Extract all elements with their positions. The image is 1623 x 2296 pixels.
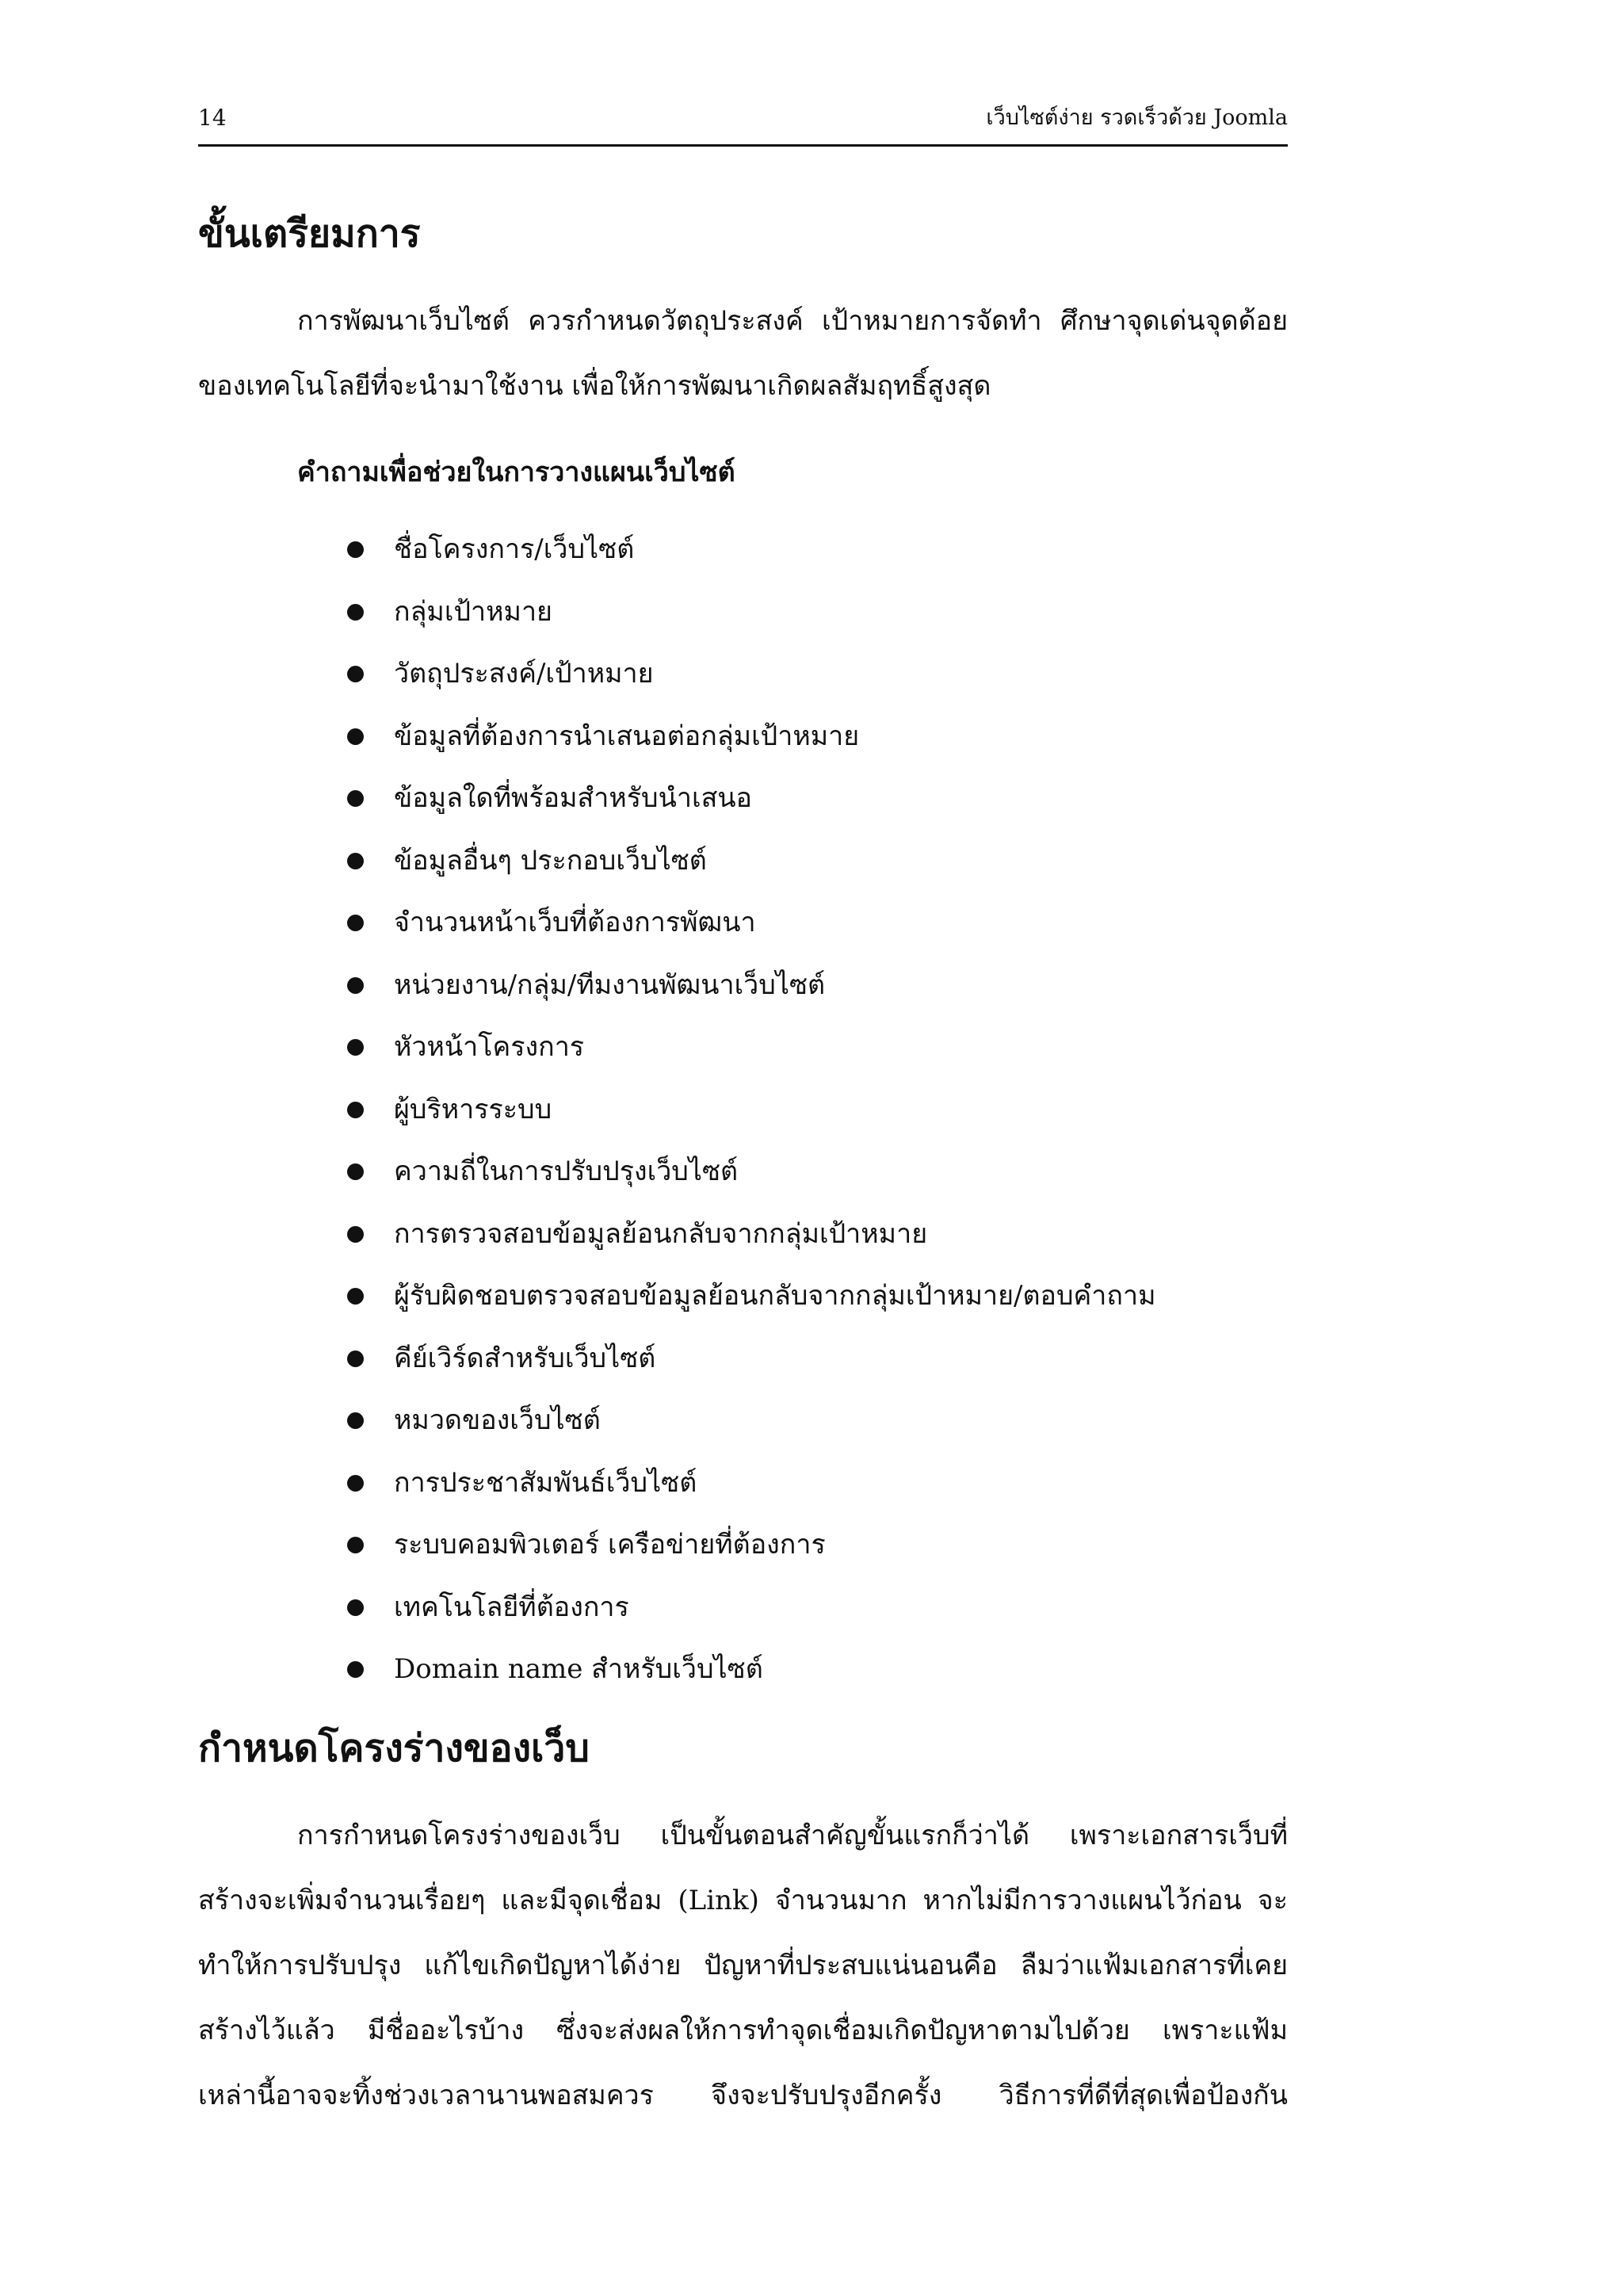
list-item-text: ระบบคอมพิวเตอร์ เครือข่ายที่ต้องการ: [394, 1529, 826, 1561]
page-number: 14: [198, 105, 227, 131]
list-item: [0, 1637, 1623, 1700]
bullet-icon: [347, 541, 364, 558]
list-item: [0, 1078, 1623, 1140]
list-item: [0, 1513, 1623, 1576]
list-item-text: คีย์เวิร์ดสำหรับเว็บไซต์: [394, 1342, 656, 1374]
bullet-icon: [347, 1475, 364, 1492]
list-item: [0, 766, 1623, 829]
list-item-text: การประชาสัมพันธ์เว็บไซต์: [394, 1466, 697, 1499]
bullet-icon: [347, 790, 364, 807]
bullet-icon: [347, 1661, 364, 1678]
list-item-text: ผู้บริหารระบบ: [394, 1093, 552, 1125]
list-item: [0, 829, 1623, 892]
list-item: [0, 580, 1623, 643]
list-item-text: วัตถุประสงค์/เป้าหมาย: [394, 658, 654, 690]
list-item-text: ชื่อโครงการ/เว็บไซต์: [394, 533, 635, 565]
list-item-text: ข้อมูลอื่นๆ ประกอบเว็บไซต์: [394, 844, 707, 877]
planning-questions-list: [0, 518, 1623, 1700]
bullet-icon: [347, 1288, 364, 1305]
paragraph-line: การกำหนดโครงร่างของเว็บ เป็นขั้นตอนสำคัญขั้นแรกก็ว่าได้ เพราะเอกสารเว็บที่: [297, 1820, 1288, 1851]
list-item: [0, 1264, 1623, 1327]
bullet-icon: [347, 1412, 364, 1429]
list-item-text: ผู้รับผิดชอบตรวจสอบข้อมูลย้อนกลับจากกลุ่มเป้าหมาย/ตอบคำถาม: [394, 1280, 1156, 1312]
bullet-icon: [347, 1039, 364, 1056]
structure-paragraph: [198, 1803, 1288, 2128]
list-item: [0, 1451, 1623, 1514]
bullet-icon: [347, 853, 364, 869]
paragraph-line: การพัฒนาเว็บไซต์ ควรกำหนดวัตถุประสงค์ เป้าหมายการจัดทำ ศึกษาจุดเด่นจุดด้อย: [297, 305, 1288, 337]
section-title-preparation: ขั้นเตรียมการ: [198, 212, 421, 256]
bullet-icon: [347, 1163, 364, 1180]
intro-paragraph: [198, 288, 1288, 418]
page-header: [198, 95, 1288, 147]
list-item: [0, 642, 1623, 705]
list-item-text: การตรวจสอบข้อมูลย้อนกลับจากกลุ่มเป้าหมาย: [394, 1217, 928, 1250]
paragraph-line: สร้างไว้แล้ว มีชื่ออะไรบ้าง ซึ่งจะส่งผลให้การทำจุดเชื่อมเกิดปัญหาตามไปด้วย เพราะแฟ้ม: [198, 2015, 1288, 2046]
list-item-text: หน่วยงาน/กลุ่ม/ทีมงานพัฒนาเว็บไซต์: [394, 968, 826, 1001]
section-title-web-structure: กำหนดโครงร่างของเว็บ: [198, 1726, 590, 1771]
list-item-text: Domain name สำหรับเว็บไซต์: [394, 1653, 763, 1685]
bullet-icon: [347, 1537, 364, 1553]
list-item-text: ข้อมูลใดที่พร้อมสำหรับนำเสนอ: [394, 782, 752, 814]
paragraph-line: เหล่านี้อาจจะทิ้งช่วงเวลานานพอสมควร จึงจะปรับปรุงอีกครั้ง วิธีการที่ดีที่สุดเพื่อป้องกัน: [198, 2080, 1288, 2111]
list-item: [0, 1576, 1623, 1638]
list-item-text: หัวหน้าโครงการ: [394, 1031, 585, 1063]
list-item-text: ความถี่ในการปรับปรุงเว็บไซต์: [394, 1156, 739, 1187]
bullet-icon: [347, 604, 364, 621]
bullet-icon: [347, 1350, 364, 1367]
list-item: [0, 1202, 1623, 1265]
bullet-icon: [347, 977, 364, 994]
paragraph-line: สร้างจะเพิ่มจำนวนเรื่อยๆ และมีจุดเชื่อม (Link) จำนวนมาก หากไม่มีการวางแผนไว้ก่อน จะ: [198, 1885, 1288, 1916]
list-item: [0, 1140, 1623, 1202]
list-item-text: ข้อมูลที่ต้องการนำเสนอต่อกลุ่มเป้าหมาย: [394, 720, 860, 752]
list-item: [0, 705, 1623, 767]
list-item: [0, 1389, 1623, 1451]
bullet-icon: [347, 666, 364, 682]
bullet-icon: [347, 915, 364, 931]
list-item-text: หมวดของเว็บไซต์: [394, 1404, 601, 1436]
list-item: [0, 1327, 1623, 1389]
list-item: [0, 953, 1623, 1016]
bullet-icon: [347, 1226, 364, 1243]
bullet-icon: [347, 1599, 364, 1616]
questions-subheading: คำถามเพื่อช่วยในการวางแผนเว็บไซต์: [297, 457, 735, 488]
list-item-text: กลุ่มเป้าหมาย: [394, 595, 552, 628]
list-item: [0, 518, 1623, 580]
paragraph-line: ของเทคโนโลยีที่จะนำมาใช้งาน เพื่อให้การพัฒนาเกิดผลสัมฤทธิ์สูงสุด: [198, 370, 991, 402]
paragraph-line: ทำให้การปรับปรุง แก้ไขเกิดปัญหาได้ง่าย ปัญหาที่ประสบแน่นอนคือ ลืมว่าแฟ้มเอกสารที่เคย: [198, 1950, 1288, 1981]
list-item: [0, 1015, 1623, 1078]
bullet-icon: [347, 728, 364, 745]
list-item-text: เทคโนโลยีที่ต้องการ: [394, 1591, 629, 1623]
list-item: [0, 891, 1623, 953]
list-item-text: จำนวนหน้าเว็บที่ต้องการพัฒนา: [394, 907, 756, 938]
bullet-icon: [347, 1102, 364, 1118]
running-title: เว็บไซต์ง่าย รวดเร็วด้วย Joomla: [986, 105, 1288, 130]
